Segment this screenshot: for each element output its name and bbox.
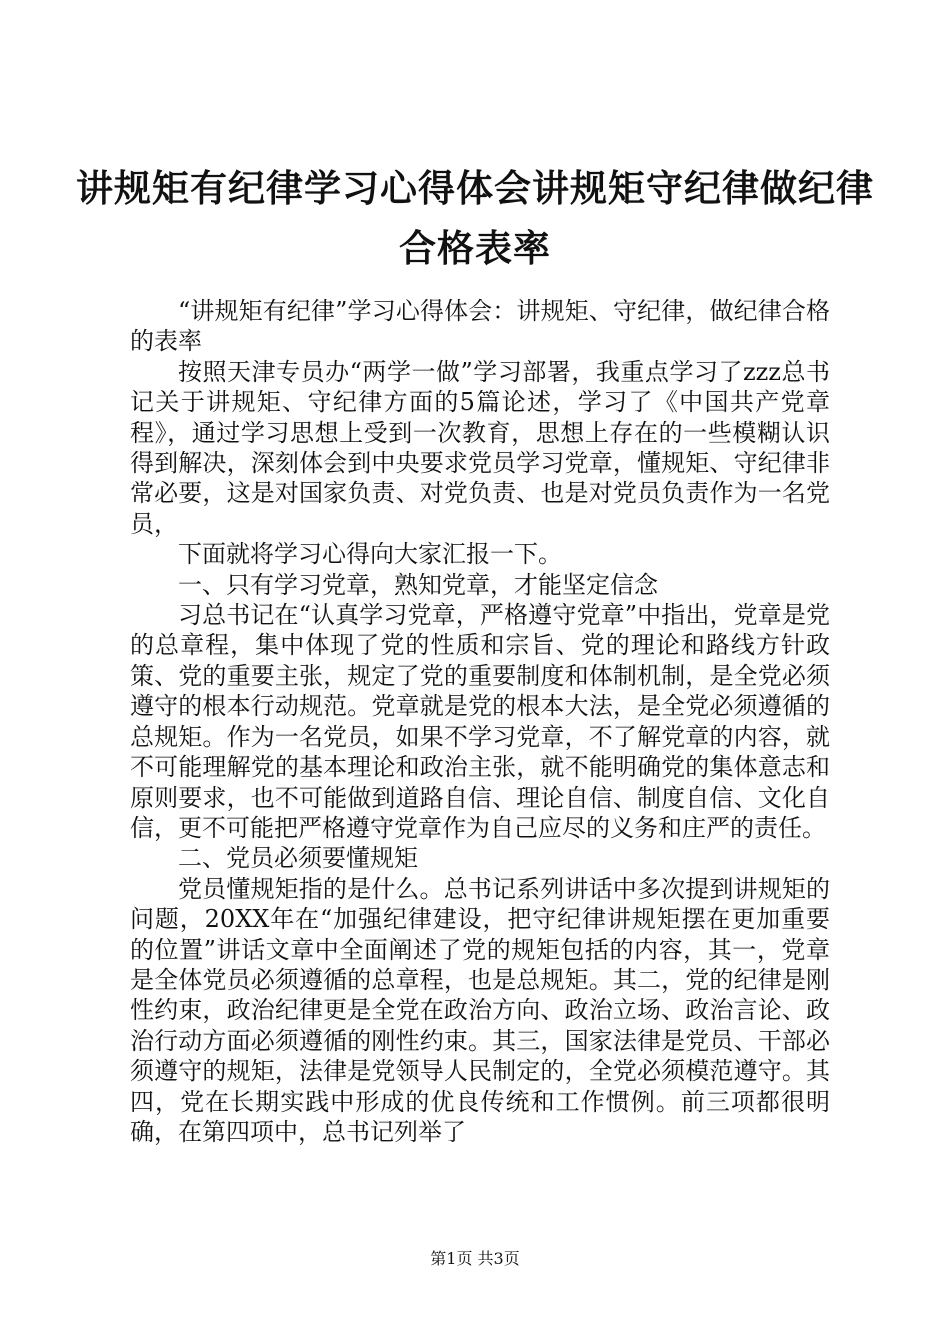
paragraph-intro: 按照天津专员办“两学一做”学习部署，我重点学习了zzz总书记关于讲规矩、守纪律方面的5篇论述，学习了《中国共产党章程》，通过学习思想上受到一次教育，思想上存在的一些模糊认识得到解决，深刻体会到中央要求党员学习党章，懂规矩、守纪律非常必要，这是对国家负责、对党负责、也是对党员负责作为一名党员， <box>130 357 830 538</box>
document-body <box>130 296 830 1147</box>
paragraph-subtitle: “讲规矩有纪律”学习心得体会：讲规矩、守纪律，做纪律合格的表率 <box>130 297 830 356</box>
paragraph-section-2: 党员懂规矩指的是什么。总书记系列讲话中多次提到讲规矩的问题，20XX年在“加强纪律建设，把守纪律讲规矩摆在更加重要的位置”讲话文章中全面阐述了党的规矩包括的内容，其一，党章是全体党员必须遵循的总章程，也是总规矩。其二，党的纪律是刚性约束，政治纪律更是全党在政治方向、政治立场、政治言论、政治行动方面必须遵循的刚性约束。其三，国家法律是党员、干部必须遵守的规矩，法律是党领导人民制定的，全党必须模范遵守。其四，党在长期实践中形成的优良传统和工作惯例。前三项都很明确，在第四项中，总书记列举了 <box>130 874 830 1146</box>
paragraph-report: 下面就将学习心得向大家汇报一下。 <box>178 540 562 569</box>
page-number-footer: 第1页 共3页 <box>430 1249 520 1268</box>
paragraph-section-1: 习总书记在“认真学习党章，严格遵守党章”中指出，党章是党的总章程，集中体现了党的性质和宗旨、党的理论和路线方针政策、党的重要主张，规定了党的重要制度和体制机制，是全党必须遵守的根本行动规范。党章就是党的根本大法，是全党必须遵循的总规矩。作为一名党员，如果不学习党章，不了解党章的内容，就不可能理解党的基本理论和政治主张，就不能明确党的集体意志和原则要求，也不可能做到道路自信、理论自信、制度自信、文化自信，更不可能把严格遵守党章作为自己应尽的义务和庄严的责任。 <box>130 601 830 842</box>
section-heading-1: 一、只有学习党章，熟知党章，才能坚定信念 <box>178 570 658 599</box>
section-heading-2: 二、党员必须要懂规矩 <box>178 844 418 873</box>
document-title: 讲规矩有纪律学习心得体会讲规矩守纪律做纪律合格表率 <box>76 166 874 270</box>
